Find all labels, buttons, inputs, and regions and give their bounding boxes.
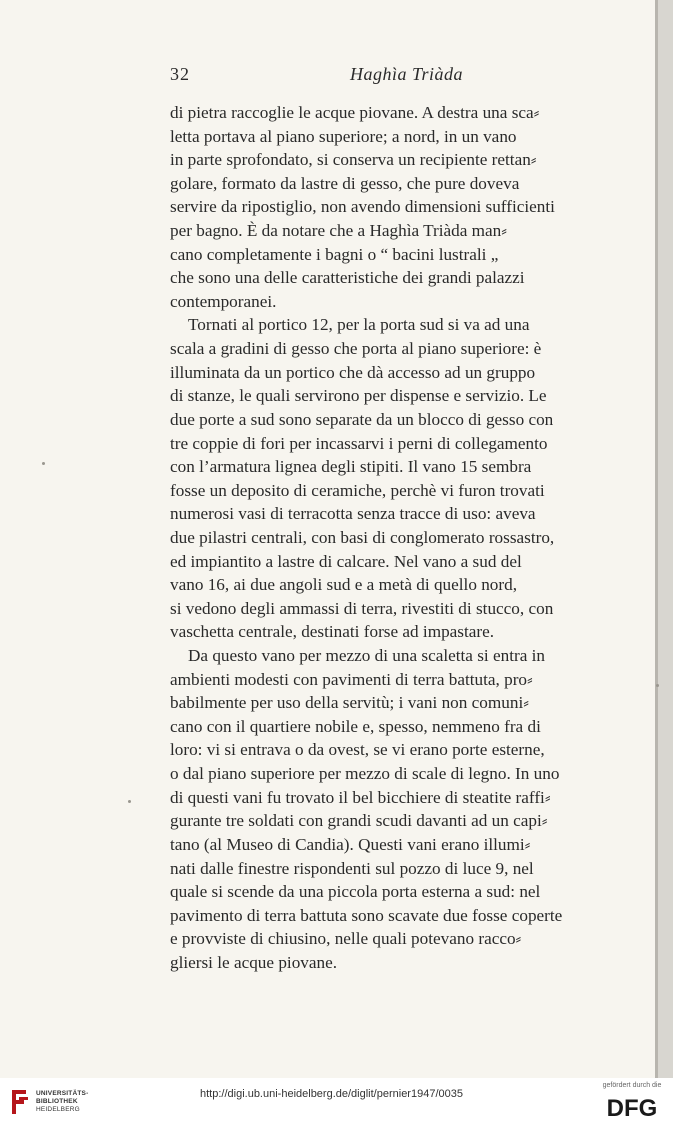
paragraph-start-line: Tornati al portico 12, per la porta sud si va ad una bbox=[188, 315, 530, 335]
library-logo-line: HEIDELBERG bbox=[36, 1106, 80, 1113]
page-gutter-shadow bbox=[658, 0, 673, 1078]
text-line: tano (al Museo di Candia). Questi vani erano illumi⸗ bbox=[170, 834, 531, 854]
paper-speck bbox=[42, 462, 45, 465]
text-line: pavimento di terra battuta sono scavate due fosse coperte bbox=[170, 905, 563, 925]
text-line: gurante tre soldati con grandi scudi davanti ad un capi⸗ bbox=[170, 811, 548, 831]
text-line: golare, formato da lastre di gesso, che pure doveva bbox=[170, 173, 520, 193]
text-line: quale si scende da una piccola porta esterna a sud: nel bbox=[170, 882, 541, 902]
text-line: cano con il quartiere nobile e, spesso, nemmeno fra di bbox=[170, 716, 541, 736]
library-logo-line: UNIVERSITÄTS- bbox=[36, 1090, 89, 1097]
text-line: di questi vani fu trovato il bel bicchiere di steatite raffi⸗ bbox=[170, 787, 551, 807]
text-line: vano 16, ai due angoli sud e a metà di quello nord, bbox=[170, 575, 518, 595]
text-line: che sono una delle caratteristiche dei grandi palazzi bbox=[170, 268, 525, 288]
paragraph-start-line: Da questo vano per mezzo di una scaletta si entra in bbox=[188, 646, 545, 666]
text-line: e provviste di chiusino, nelle quali potevano racco⸗ bbox=[170, 929, 522, 949]
text-line: servire da ripostiglio, non avendo dimensioni sufficienti bbox=[170, 197, 555, 217]
library-logo[interactable] bbox=[8, 1086, 98, 1120]
text-line: due porte a sud sono separate da un blocco di gesso con bbox=[170, 409, 554, 429]
text-line: letta portava al piano superiore; a nord, in un vano bbox=[170, 126, 517, 146]
viewer-footer bbox=[0, 1078, 673, 1124]
library-logo-line: BIBLIOTHEK bbox=[36, 1098, 78, 1105]
text-line: vaschetta centrale, destinati forse ad impastare. bbox=[170, 622, 495, 642]
text-line: di pietra raccoglie le acque piovane. A destra una sca⸗ bbox=[170, 103, 540, 122]
running-title: Haghìa Triàda bbox=[350, 64, 464, 84]
text-line: gliersi le acque piovane. bbox=[170, 952, 338, 972]
text-line: illuminata da un portico che dà accesso ad un gruppo bbox=[170, 362, 536, 382]
text-line: contemporanei. bbox=[170, 291, 277, 311]
text-line: o dal piano superiore per mezzo di scale di legno. In uno bbox=[170, 764, 560, 784]
text-line: ambienti modesti con pavimenti di terra battuta, pro⸗ bbox=[170, 669, 533, 689]
text-line: cano completamente i bagni o “ bacini lustrali „ bbox=[170, 244, 499, 264]
running-header bbox=[170, 64, 650, 90]
funder-credit[interactable] bbox=[596, 1082, 668, 1122]
text-line: fosse un deposito di ceramiche, perchè vi furon trovati bbox=[170, 480, 545, 500]
text-line: con l’armatura lignea degli stipiti. Il vano 15 sembra bbox=[170, 457, 532, 477]
page-number: 32 bbox=[170, 64, 190, 84]
text-line: loro: vi si entrava o da ovest, se vi erano porte esterne, bbox=[170, 740, 545, 760]
permalink-url[interactable]: http://digi.ub.uni-heidelberg.de/diglit/pernier1947/0035 bbox=[200, 1088, 463, 1100]
text-line: tre coppie di fori per incassarvi i perni di collegamento bbox=[170, 433, 548, 453]
library-logo-icon bbox=[8, 1088, 30, 1116]
text-line: ed impiantito a lastre di calcare. Nel vano a sud del bbox=[170, 551, 522, 571]
funder-note: gefördert durch die bbox=[602, 1082, 662, 1089]
text-line: si vedono degli ammassi di terra, rivestiti di stucco, con bbox=[170, 598, 554, 618]
body-text bbox=[170, 101, 562, 975]
text-line: babilmente per uso della servitù; i vani non comuni⸗ bbox=[170, 693, 529, 713]
paper-speck bbox=[128, 800, 131, 803]
text-line: di stanze, le quali servirono per dispense e servizio. Le bbox=[170, 386, 547, 406]
text-line: scala a gradini di gesso che porta al piano superiore: è bbox=[170, 339, 542, 359]
text-line: nati dalle finestre rispondenti sul pozzo di luce 9, nel bbox=[170, 858, 534, 878]
library-logo-text bbox=[36, 1090, 88, 1114]
text-line: numerosi vasi di terracotta senza tracce di uso: aveva bbox=[170, 504, 536, 524]
dfg-logo bbox=[598, 1094, 666, 1120]
text-line: per bagno. È da notare che a Haghìa Triàda man⸗ bbox=[170, 221, 507, 241]
text-line: in parte sprofondato, si conserva un recipiente rettan⸗ bbox=[170, 150, 537, 170]
text-line: due pilastri centrali, con basi di conglomerato rossastro, bbox=[170, 527, 555, 547]
dfg-logo-text: DFG bbox=[606, 1095, 658, 1120]
paper-speck bbox=[656, 684, 659, 687]
